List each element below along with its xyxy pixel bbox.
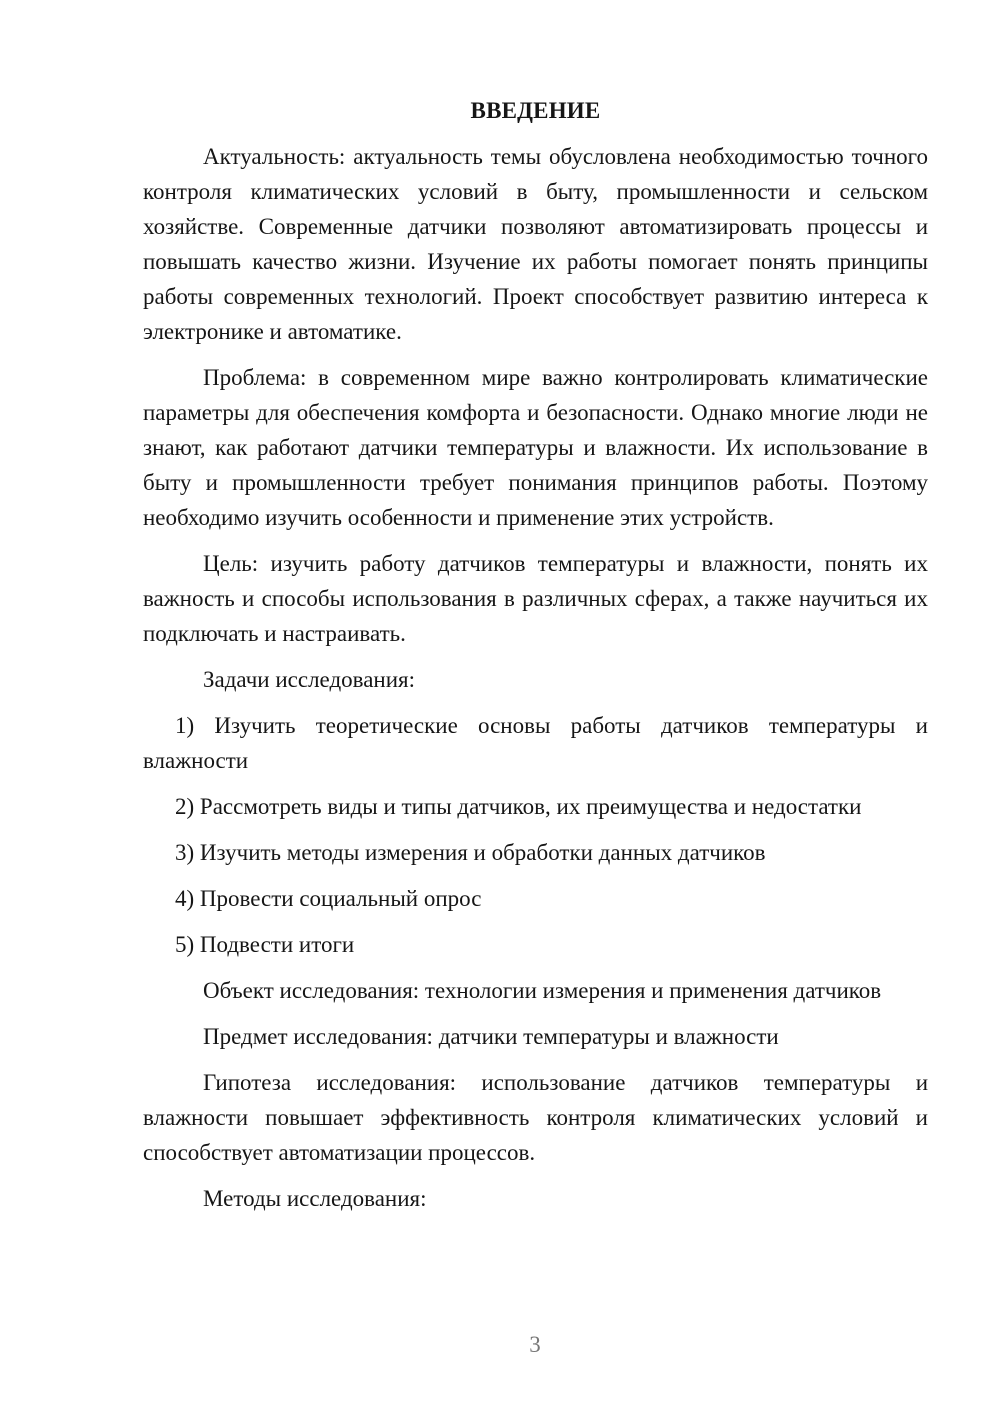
section-heading: ВВЕДЕНИЕ xyxy=(470,98,601,123)
goal-paragraph: Цель: изучить работу датчиков температуры и влажности, понять их важность и способы использования в различных сферах, а также научиться их подключать и настраивать. xyxy=(143,551,928,646)
list-item: 4) Провести социальный опрос xyxy=(175,886,482,911)
methods-paragraph: Методы исследования: xyxy=(203,1186,427,1211)
list-item: 3) Изучить методы измерения и обработки данных датчиков xyxy=(175,840,766,865)
list-item: 2) Рассмотреть виды и типы датчиков, их преимущества и недостатки xyxy=(175,794,862,819)
subject-paragraph: Предмет исследования: датчики температуры и влажности xyxy=(203,1024,779,1049)
list-item: 1) Изучить теоретические основы работы датчиков температуры и влажности xyxy=(143,713,928,773)
hypothesis-paragraph: Гипотеза исследования: использование датчиков температуры и влажности повышает эффективность контроля климатических условий и способствует автоматизации процессов. xyxy=(143,1070,928,1165)
page-number: 3 xyxy=(529,1332,541,1357)
problem-paragraph: Проблема: в современном мире важно контролировать климатические параметры для обеспечения комфорта и безопасности. Однако многие люди не знают, как работают датчики температуры и влажности. Их использование в быту и промышленности требует понимания принципов работы. Поэтому необходимо изучить особенности и применение этих устройств. xyxy=(143,365,928,530)
page-content xyxy=(143,93,928,1227)
relevance-paragraph: Актуальность: актуальность темы обусловлена необходимостью точного контроля климатических условий в быту, промышленности и сельском хозяйстве. Современные датчики позволяют автоматизировать процессы и повышать качество жизни. Изучение их работы помогает понять принципы работы современных технологий. Проект способствует развитию интереса к электронике и автоматике. xyxy=(143,144,928,344)
object-paragraph: Объект исследования: технологии измерения и применения датчиков xyxy=(203,978,882,1003)
tasks-list xyxy=(143,708,928,962)
tasks-intro: Задачи исследования: xyxy=(203,667,416,692)
list-item: 5) Подвести итоги xyxy=(175,932,355,957)
